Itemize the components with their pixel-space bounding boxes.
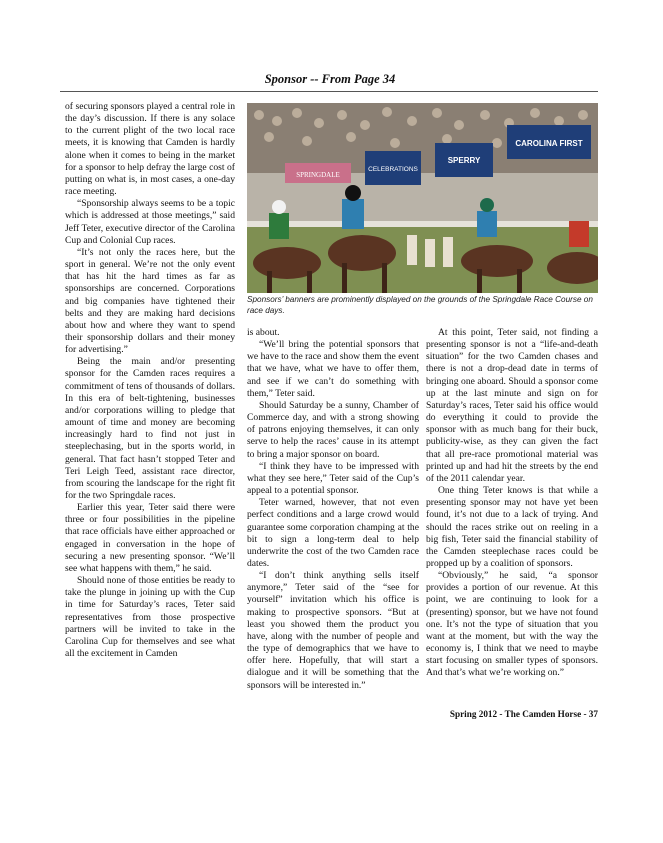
race-photo: [247, 103, 598, 293]
paragraph: “I think they have to be impressed with what they see here,” Teter said of the Cup’s appeal to a potential sponsor.: [247, 460, 419, 497]
paragraph: “Obviously,” he said, “a sponsor provides a portion of our revenue. At this point, we are continuing to look for a (presenting) sponsor, but we have not found one. It’s not the type of situation that you want at the moment, but with the way the economy is, I think that we need to maybe start focusing on smaller types of sponsors. And that’s what we’re working on.”: [426, 570, 598, 679]
paragraph: is about.: [247, 327, 280, 338]
article-column-2: [247, 327, 419, 692]
paragraph: One thing Teter knows is that while a presenting sponsor may not have yet been found, it’s not due to a lack of trying. And should the races strike out on reeling in a big fish, Teter said the financial stability of the Camden steeplechase races could be propped up by a coalition of sponsors.: [426, 485, 598, 569]
banner-carolina-first: CAROLINA FIRST: [515, 139, 583, 148]
header-rule: [60, 91, 598, 92]
article-column-1: [65, 101, 235, 660]
paragraph: “It’s not only the races here, but the sport in general. We’re not the only event that has hit the hard times as far as sponsorships are concerned. Corporations and big companies have tightened their belts and they are making hard decisions about how and where they want to spend their sponsorship dollars and their money for advertising.”: [65, 246, 235, 356]
paragraph: Earlier this year, Teter said there were three or four possibilities in the pipeline that race officials have either approached or engaged in conversation in the hope of securing a new presenting sponsor. “We’ll see what happens with them,” he said.: [65, 502, 235, 574]
race-photo-illustration: [247, 103, 598, 293]
banner-celebrations: CELEBRATIONS: [368, 166, 418, 173]
paragraph: “I don’t think anything sells itself anymore,” Teter said of the “see for yourself” invitation which his office is making to prospective sponsors. “But at least you showed them the product you have, along with the number of people and the type of demographics that we have to offer here. Hopefully, that will start a dialogue and it will be something that the sponsors will be interested in.”: [247, 570, 419, 691]
paragraph: of securing sponsors played a central role in the day’s discussion. If there is any solace to the current plight of the two local race meets, it is knowing that Camden is hardly alone when it comes to being in the market for a sponsor to help defray the large cost of putting on what is, in most cases, a one-day race meeting.: [65, 101, 235, 198]
paragraph: At this point, Teter said, not finding a presenting sponsor is not a “life-and-death situation” for the two Camden chases and there is not a drop-dead date in terms of bringing one aboard. Should a sponsor come up at the last minute and sign on for Saturday’s races, Teter said his office would do everything it could to provide the sponsor with as much bang for their buck, publicity-wise, as they can given the fact that all pre-race promotional material was printed up and had hit the streets by the end of the 2011 calendar year.: [426, 327, 598, 484]
banner-springdale: SPRINGDALE: [296, 171, 340, 179]
banner-sperry: SPERRY: [447, 156, 481, 165]
article-column-3: [426, 327, 598, 680]
page-footer: Spring 2012 - The Camden Horse - 37: [449, 709, 598, 719]
paragraph: Should none of those entities be ready to take the plunge in joining up with the Cup in time for Saturday’s races, Teter said representatives from those prospective partners will be invited to take in the Carolina Cup for themselves and see what all the excitement in Camden: [65, 575, 235, 660]
photo-caption: Sponsors’ banners are prominently displayed on the grounds of the Springdale Race Course on race days.: [247, 295, 593, 315]
paragraph: Being the main and/or presenting sponsor for the Camden races requires a commitment of tens of thousands of dollars. In this era of belt-tightening, businesses and/or corporations willing to pledge that amount of time and money are becoming increasingly hard to find not just in steeplechasing, but in the sports world, in general. That fact hasn’t stopped Teter and Teri Leigh Teed, assistant race director, from scouring the landscape for the right fit for the two Springdale races.: [65, 356, 235, 501]
page-header: Sponsor -- From Page 34: [264, 72, 396, 86]
paragraph: “Sponsorship always seems to be a topic which is addressed at those meetings,” said Jeff Teter, executive director of the Carolina Cup and Colonial Cup races.: [65, 198, 235, 246]
paragraph: “We’ll bring the potential sponsors that we have to the race and show them the event that we have, what we have to offer them, and see if we can’t do something with them,” Teter said.: [247, 339, 419, 399]
paragraph: Teter warned, however, that not even perfect conditions and a large crowd would guarantee some corporation champing at the bit to sign a long-term deal to help underwrite the cost of the two Camden race dates.: [247, 497, 419, 569]
paragraph: Should Saturday be a sunny, Chamber of Commerce day, and with a strong showing of patrons enjoying themselves, it can only serve to help the races’ cause in its attempt to bring a major sponsor on board.: [247, 399, 419, 460]
